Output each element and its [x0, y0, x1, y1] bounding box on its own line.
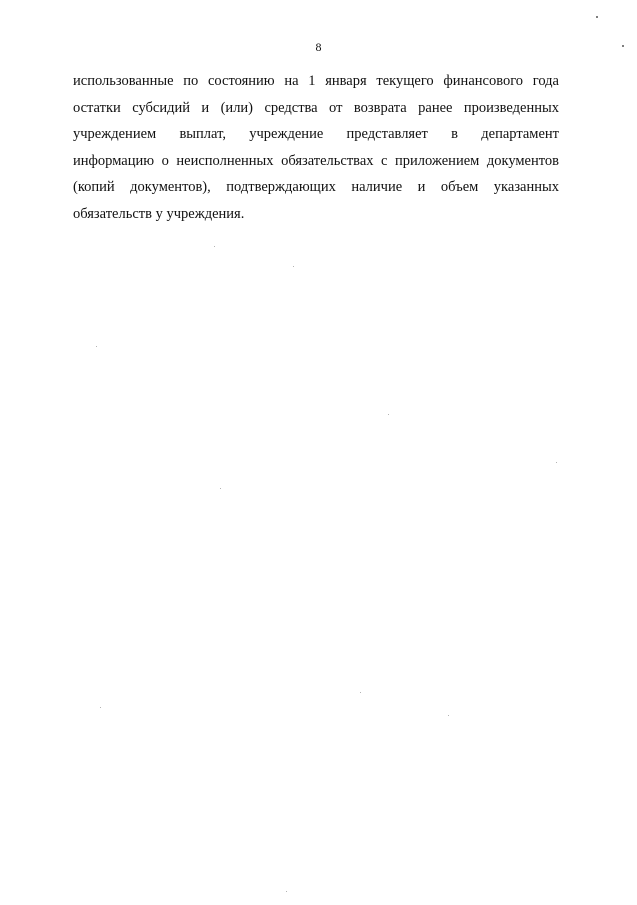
- page-number: 8: [315, 40, 322, 54]
- scan-speck: [360, 692, 361, 693]
- scan-speck: [596, 16, 598, 18]
- scan-speck: [96, 346, 97, 347]
- scan-speck: [100, 707, 101, 708]
- scan-speck: [220, 488, 221, 489]
- scan-speck: [388, 414, 389, 415]
- paragraph-line: информацию о неисполненных обязательствах с приложением документов: [73, 152, 559, 169]
- paragraph-line: остатки субсидий и (или) средства от возврата ранее произведенных: [73, 99, 559, 116]
- scan-speck: [556, 462, 557, 463]
- scan-speck: [286, 891, 287, 892]
- body-paragraph: [73, 68, 559, 227]
- paragraph-line: (копий документов), подтверждающих наличие и объем указанных: [73, 179, 559, 195]
- scan-speck: [448, 715, 449, 716]
- paragraph-line: учреждением выплат, учреждение представляет в департамент: [73, 126, 559, 142]
- paragraph-line: использованные по состоянию на 1 января текущего финансового года: [73, 73, 559, 89]
- paragraph-line: обязательств у учреждения.: [73, 205, 245, 222]
- scan-speck: [214, 246, 215, 247]
- scan-speck: [293, 266, 294, 267]
- scan-speck: [622, 45, 624, 47]
